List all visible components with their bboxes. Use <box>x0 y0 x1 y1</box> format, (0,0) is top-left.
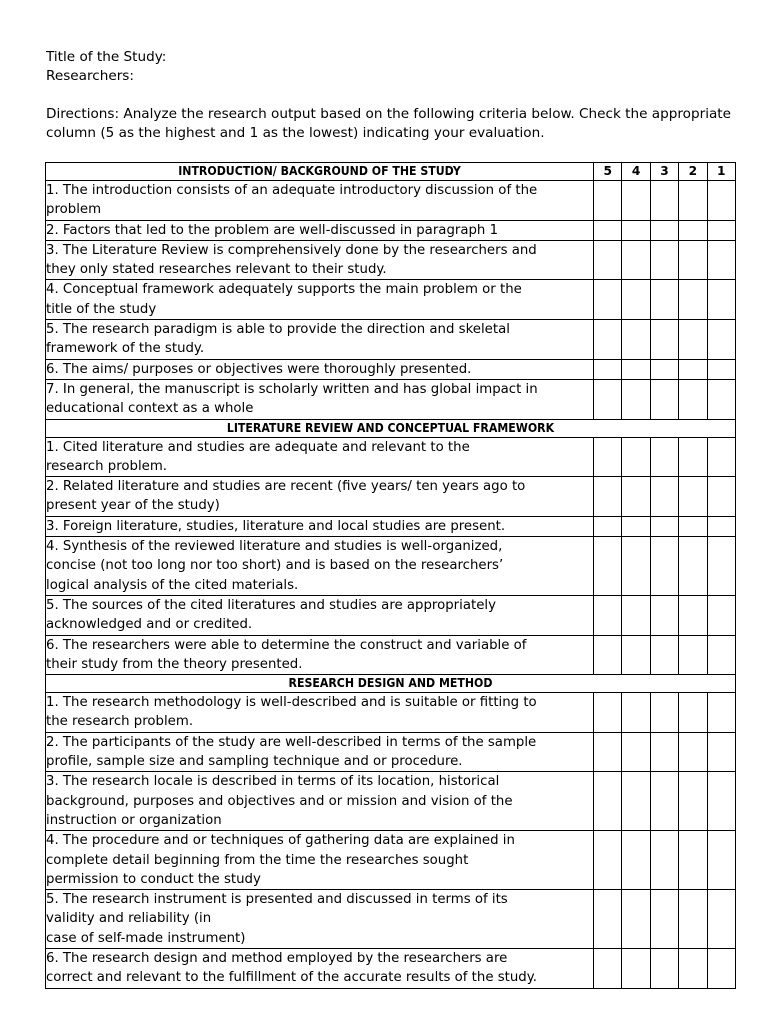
rating-checkbox-cell[interactable] <box>650 220 678 240</box>
rating-checkbox-cell[interactable] <box>650 379 678 419</box>
criterion-text: 6. The research design and method employed by the researchers are correct and relevant to the fulfillment of the accurate results of the study. <box>46 948 594 988</box>
rating-checkbox-cell[interactable] <box>650 240 678 280</box>
rating-checkbox-cell[interactable] <box>622 280 650 320</box>
criterion-row <box>46 320 736 360</box>
rating-checkbox-cell[interactable] <box>679 477 707 517</box>
rating-checkbox-cell[interactable] <box>622 240 650 280</box>
rating-checkbox-cell[interactable] <box>622 181 650 221</box>
rating-checkbox-cell[interactable] <box>707 220 735 240</box>
rating-checkbox-cell[interactable] <box>650 537 678 596</box>
rating-checkbox-cell[interactable] <box>622 831 650 890</box>
rating-checkbox-cell[interactable] <box>622 635 650 675</box>
rating-checkbox-cell[interactable] <box>707 379 735 419</box>
rating-checkbox-cell[interactable] <box>679 181 707 221</box>
rating-checkbox-cell[interactable] <box>707 437 735 477</box>
criterion-text: 4. The procedure and or techniques of gathering data are explained in complete detail beginning from the time the researches sought permission to conduct the study <box>46 831 594 890</box>
criterion-row <box>46 890 736 949</box>
rating-checkbox-cell[interactable] <box>594 280 622 320</box>
criterion-row <box>46 693 736 733</box>
rating-checkbox-cell[interactable] <box>707 516 735 536</box>
rating-checkbox-cell[interactable] <box>622 732 650 772</box>
criterion-text: 3. Foreign literature, studies, literature and local studies are present. <box>46 516 594 536</box>
criterion-row <box>46 477 736 517</box>
rating-checkbox-cell[interactable] <box>622 516 650 536</box>
rating-checkbox-cell[interactable] <box>679 693 707 733</box>
criterion-text: 3. The Literature Review is comprehensively done by the researchers and they only stated researches relevant to their study. <box>46 240 594 280</box>
rating-checkbox-cell[interactable] <box>594 595 622 635</box>
criterion-text: 5. The sources of the cited literatures and studies are appropriately acknowledged and or credited. <box>46 595 594 635</box>
criterion-text: 7. In general, the manuscript is scholarly written and has global impact in educational context as a whole <box>46 379 594 419</box>
rating-checkbox-cell[interactable] <box>707 595 735 635</box>
rating-checkbox-cell[interactable] <box>622 379 650 419</box>
rating-checkbox-cell[interactable] <box>679 595 707 635</box>
rating-checkbox-cell[interactable] <box>679 948 707 988</box>
section-title: INTRODUCTION/ BACKGROUND OF THE STUDY <box>46 163 594 181</box>
rating-checkbox-cell[interactable] <box>622 359 650 379</box>
rating-checkbox-cell[interactable] <box>679 220 707 240</box>
criterion-row <box>46 537 736 596</box>
rating-checkbox-cell[interactable] <box>650 948 678 988</box>
rating-checkbox-cell[interactable] <box>650 693 678 733</box>
rating-checkbox-cell[interactable] <box>594 831 622 890</box>
criterion-row <box>46 181 736 221</box>
rating-checkbox-cell[interactable] <box>622 437 650 477</box>
criterion-text: 1. The introduction consists of an adequate introductory discussion of the problem <box>46 181 594 221</box>
rating-checkbox-cell[interactable] <box>594 772 622 831</box>
researchers-label: Researchers: <box>46 68 134 84</box>
rating-checkbox-cell[interactable] <box>622 537 650 596</box>
rating-column-header: 1 <box>707 163 735 181</box>
rating-checkbox-cell[interactable] <box>650 181 678 221</box>
rating-checkbox-cell[interactable] <box>679 320 707 360</box>
rating-checkbox-cell[interactable] <box>650 516 678 536</box>
criterion-row <box>46 220 736 240</box>
rating-checkbox-cell[interactable] <box>707 948 735 988</box>
evaluation-table-body <box>46 163 736 989</box>
rating-checkbox-cell[interactable] <box>707 537 735 596</box>
rating-checkbox-cell[interactable] <box>707 359 735 379</box>
rating-checkbox-cell[interactable] <box>594 635 622 675</box>
criterion-text: 2. Factors that led to the problem are well-discussed in paragraph 1 <box>46 220 594 240</box>
section-title: LITERATURE REVIEW AND CONCEPTUAL FRAMEWORK <box>46 419 736 437</box>
document-header <box>46 48 736 143</box>
criterion-text: 2. Related literature and studies are recent (five years/ ten years ago to present year of the study) <box>46 477 594 517</box>
rating-checkbox-cell[interactable] <box>679 635 707 675</box>
rating-checkbox-cell[interactable] <box>650 732 678 772</box>
rating-checkbox-cell[interactable] <box>650 477 678 517</box>
rating-checkbox-cell[interactable] <box>594 948 622 988</box>
rating-checkbox-cell[interactable] <box>622 477 650 517</box>
rating-checkbox-cell[interactable] <box>650 437 678 477</box>
rating-column-header: 4 <box>622 163 650 181</box>
criterion-text: 5. The research paradigm is able to provide the direction and skeletal framework of the study. <box>46 320 594 360</box>
study-title-label: Title of the Study: <box>46 49 167 65</box>
rating-checkbox-cell[interactable] <box>594 181 622 221</box>
criterion-row <box>46 772 736 831</box>
criterion-text: 4. Conceptual framework adequately supports the main problem or the title of the study <box>46 280 594 320</box>
criterion-row <box>46 948 736 988</box>
rating-checkbox-cell[interactable] <box>707 280 735 320</box>
rating-checkbox-cell[interactable] <box>622 948 650 988</box>
rating-checkbox-cell[interactable] <box>594 437 622 477</box>
rating-checkbox-cell[interactable] <box>622 772 650 831</box>
rating-checkbox-cell[interactable] <box>594 220 622 240</box>
criterion-text: 6. The researchers were able to determine the construct and variable of their study from the theory presented. <box>46 635 594 675</box>
criterion-row <box>46 240 736 280</box>
rating-checkbox-cell[interactable] <box>679 240 707 280</box>
rating-checkbox-cell[interactable] <box>679 890 707 949</box>
rating-checkbox-cell[interactable] <box>679 280 707 320</box>
criterion-row <box>46 516 736 536</box>
rating-checkbox-cell[interactable] <box>622 890 650 949</box>
rating-checkbox-cell[interactable] <box>707 693 735 733</box>
criterion-text: 2. The participants of the study are well-described in terms of the sample profile, sample size and sampling technique and or procedure. <box>46 732 594 772</box>
rating-checkbox-cell[interactable] <box>594 516 622 536</box>
criterion-row <box>46 280 736 320</box>
criterion-row <box>46 359 736 379</box>
criterion-row <box>46 437 736 477</box>
rating-checkbox-cell[interactable] <box>707 477 735 517</box>
rating-column-header: 5 <box>594 163 622 181</box>
criterion-row <box>46 732 736 772</box>
rating-checkbox-cell[interactable] <box>622 693 650 733</box>
section-header-row <box>46 675 736 693</box>
criterion-text: 6. The aims/ purposes or objectives were thoroughly presented. <box>46 359 594 379</box>
rating-checkbox-cell[interactable] <box>650 890 678 949</box>
rating-checkbox-cell[interactable] <box>594 477 622 517</box>
criterion-row <box>46 831 736 890</box>
section-title: RESEARCH DESIGN AND METHOD <box>46 675 736 693</box>
rating-checkbox-cell[interactable] <box>707 240 735 280</box>
rating-checkbox-cell[interactable] <box>679 359 707 379</box>
criterion-text: 5. The research instrument is presented and discussed in terms of its validity and reliability (in case of self-made instrument) <box>46 890 594 949</box>
rating-checkbox-cell[interactable] <box>679 537 707 596</box>
rating-checkbox-cell[interactable] <box>650 595 678 635</box>
rating-checkbox-cell[interactable] <box>707 831 735 890</box>
rating-checkbox-cell[interactable] <box>679 437 707 477</box>
rating-checkbox-cell[interactable] <box>679 732 707 772</box>
rating-checkbox-cell[interactable] <box>707 772 735 831</box>
rating-checkbox-cell[interactable] <box>707 181 735 221</box>
criterion-text: 4. Synthesis of the reviewed literature and studies is well-organized, concise (not too long nor too short) and is based on the researchers’ logical analysis of the cited materials. <box>46 537 594 596</box>
rating-checkbox-cell[interactable] <box>594 537 622 596</box>
rating-checkbox-cell[interactable] <box>650 320 678 360</box>
criterion-text: 1. Cited literature and studies are adequate and relevant to the research problem. <box>46 437 594 477</box>
rating-checkbox-cell[interactable] <box>622 220 650 240</box>
rating-checkbox-cell[interactable] <box>650 831 678 890</box>
rating-checkbox-cell[interactable] <box>707 890 735 949</box>
rating-checkbox-cell[interactable] <box>650 280 678 320</box>
rating-checkbox-cell[interactable] <box>594 693 622 733</box>
criterion-text: 3. The research locale is described in terms of its location, historical background, purposes and objectives and or mission and vision of the instruction or organization <box>46 772 594 831</box>
rating-checkbox-cell[interactable] <box>707 732 735 772</box>
section-header-row <box>46 163 736 181</box>
rating-checkbox-cell[interactable] <box>650 635 678 675</box>
criterion-row <box>46 379 736 419</box>
rating-checkbox-cell[interactable] <box>594 890 622 949</box>
rating-checkbox-cell[interactable] <box>622 595 650 635</box>
rating-checkbox-cell[interactable] <box>650 772 678 831</box>
rating-checkbox-cell[interactable] <box>679 379 707 419</box>
rating-checkbox-cell[interactable] <box>650 359 678 379</box>
section-header-row <box>46 419 736 437</box>
rating-column-header: 2 <box>679 163 707 181</box>
rating-column-header: 3 <box>650 163 678 181</box>
rating-checkbox-cell[interactable] <box>594 359 622 379</box>
rating-checkbox-cell[interactable] <box>622 320 650 360</box>
rating-checkbox-cell[interactable] <box>594 320 622 360</box>
directions-text: Directions: Analyze the research output based on the following criteria below. Check the appropriate column (5 as the highest and 1 as the lowest) indicating your evaluation. <box>46 106 731 141</box>
criterion-row <box>46 595 736 635</box>
criterion-row <box>46 635 736 675</box>
rating-checkbox-cell[interactable] <box>707 635 735 675</box>
evaluation-table <box>45 162 736 989</box>
rating-checkbox-cell[interactable] <box>679 772 707 831</box>
rating-checkbox-cell[interactable] <box>679 516 707 536</box>
criterion-text: 1. The research methodology is well-described and is suitable or fitting to the research problem. <box>46 693 594 733</box>
rating-checkbox-cell[interactable] <box>594 240 622 280</box>
rating-checkbox-cell[interactable] <box>679 831 707 890</box>
rating-checkbox-cell[interactable] <box>707 320 735 360</box>
rating-checkbox-cell[interactable] <box>594 732 622 772</box>
rating-checkbox-cell[interactable] <box>594 379 622 419</box>
